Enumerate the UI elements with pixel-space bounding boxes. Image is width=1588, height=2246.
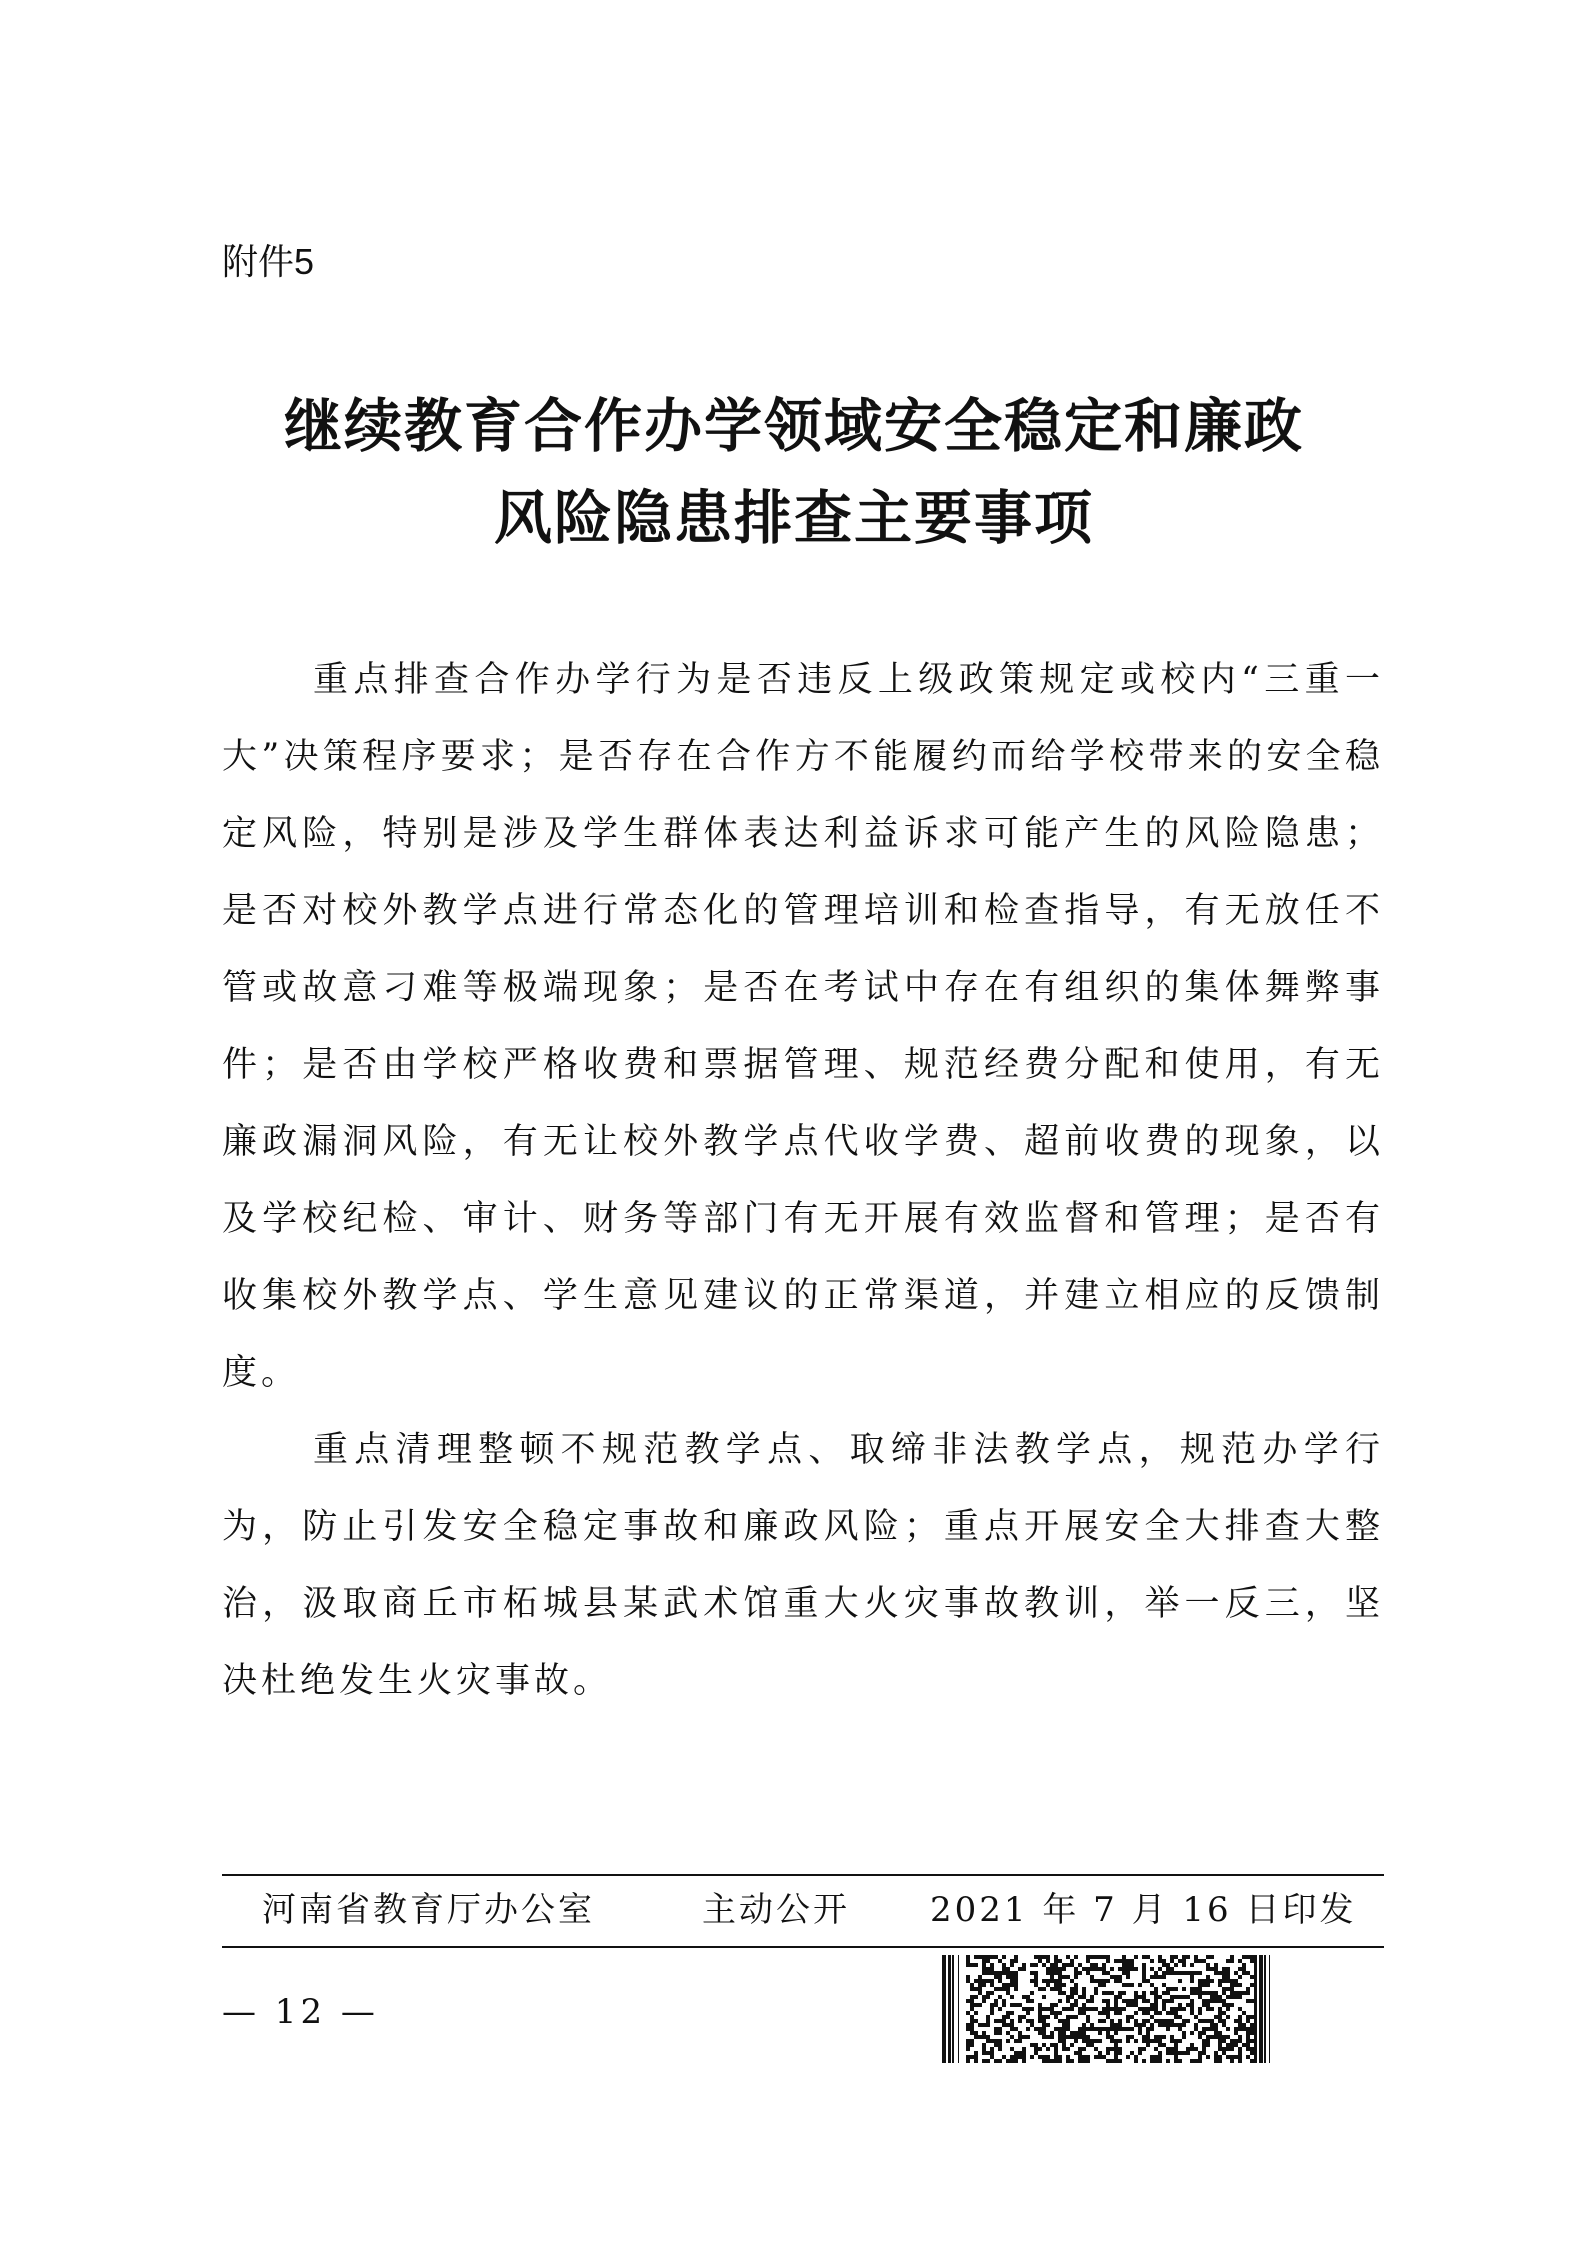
footer-row	[262, 1882, 1372, 1938]
issuing-office: 河南省教育厅办公室	[262, 1890, 595, 1930]
document-title-line-2: 风险隐患排查主要事项	[493, 484, 1094, 552]
document-body	[222, 642, 1384, 1720]
attachment-label: 附件5	[222, 241, 315, 282]
barcode-qr-graphic	[942, 1955, 1282, 2063]
issue-date: 2021 年 7 月 16 日印发	[930, 1890, 1357, 1930]
document-title-line-1: 继续教育合作办学领域安全稳定和廉政	[283, 392, 1304, 460]
footer-bottom-rule	[222, 1946, 1384, 1948]
footer-top-rule	[222, 1874, 1384, 1876]
disclosure-status: 主动公开	[702, 1890, 850, 1930]
page-number: — 12 —	[222, 1992, 379, 2032]
body-paragraph-1: 重点排查合作办学行为是否违反上级政策规定或校内“三重一大”决策程序要求；是否存在合作方不能履约而给学校带来的安全稳定风险，特别是涉及学生群体表达利益诉求可能产生的风险隐患；是否对校外教学点进行常态化的管理培训和检查指导，有无放任不管或故意刁难等极端现象；是否在考试中存在有组织的集体舞弊事件；是否由学校严格收费和票据管理、规范经费分配和使用，有无廉政漏洞风险，有无让校外教学点代收学费、超前收费的现象，以及学校纪检、审计、财务等部门有无开展有效监督和管理；是否有收集校外教学点、学生意见建议的正常渠道，并建立相应的反馈制度。	[222, 660, 1384, 1393]
body-paragraph-2: 重点清理整顿不规范教学点、取缔非法教学点，规范办学行为，防止引发安全稳定事故和廉政风险；重点开展安全大排查大整治，汲取商丘市柘城县某武术馆重大火灾事故教训，举一反三，坚决杜绝发生火灾事故。	[222, 1430, 1384, 1701]
